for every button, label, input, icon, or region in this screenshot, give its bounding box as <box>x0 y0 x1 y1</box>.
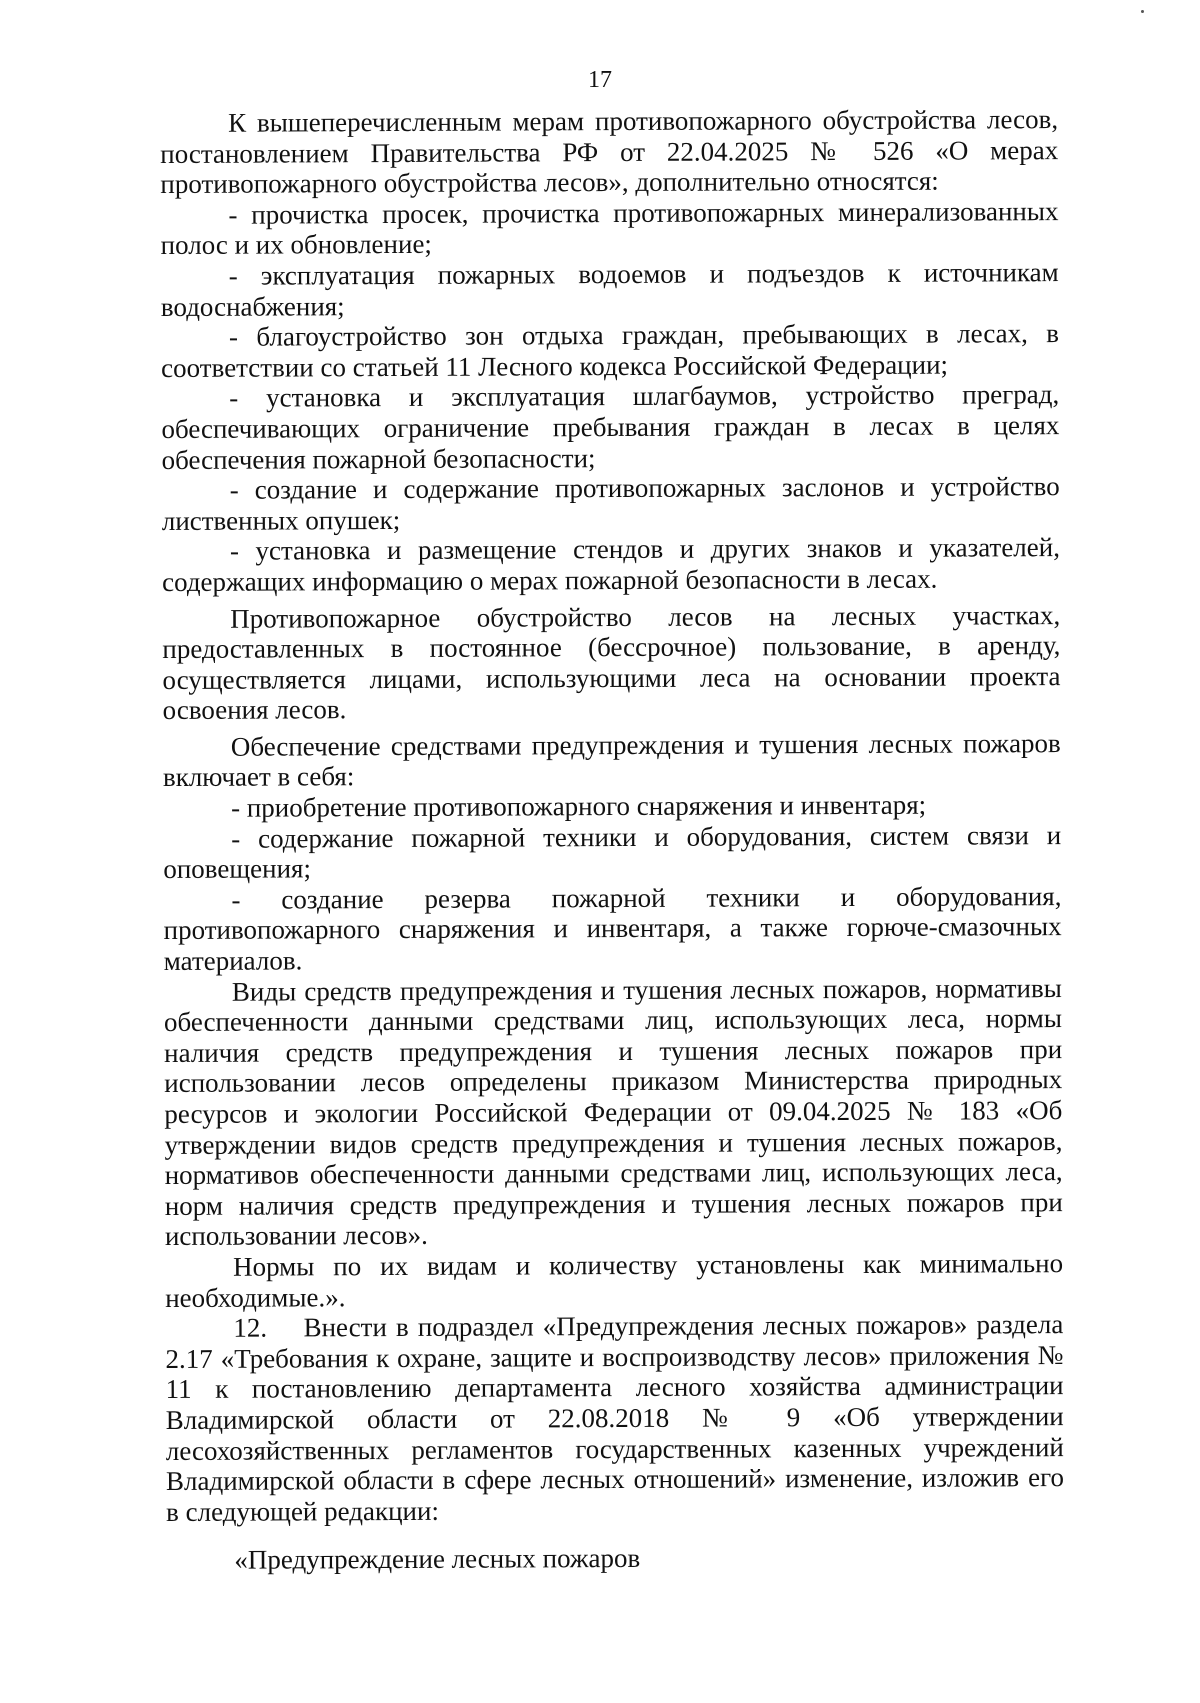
list-item: - создание резерва пожарной техники и оборудования, противопожарного снаряжения и инвентаря, а также горюче-смазочных материалов. <box>163 880 1062 977</box>
list-item: - установка и эксплуатация шлагбаумов, устройство преград, обеспечивающих ограничение пребывания граждан в лесах в целях обеспечения пожарной безопасности; <box>161 379 1060 475</box>
paragraph: Виды средств предупреждения и тушения лесных пожаров, нормативы обеспеченности данными средствами лиц, использующих леса, нормы наличия средств предупреждения и тушения лесных пожаров при использовании лесов определены приказом Министерства природных ресурсов и экологии Российской Федерации от 09.04.2025 № 183 «Об утверждении видов средств предупреждения и тушения лесных пожаров, нормативов обеспеченности данными средствами лиц, использующих леса, норм наличия средств предупреждения и тушения лесных пожаров при использовании лесов». <box>163 972 1063 1252</box>
subheading: «Предупреждение лесных пожаров <box>234 1543 641 1576</box>
document-body <box>160 104 1064 1576</box>
list-item: - приобретение противопожарного снаряжения и инвентаря; <box>230 789 927 823</box>
list-item: - благоустройство зон отдыха граждан, пребывающих в лесах, в соответствии со статьей 11 Лесного кодекса Российской Федерации; <box>161 318 1060 383</box>
list-item: - эксплуатация пожарных водоемов и подъездов к источникам водоснабжения; <box>160 257 1059 322</box>
page-number: 17 <box>588 67 612 93</box>
list-item: - содержание пожарной техники и оборудования, систем связи и оповещения; <box>163 819 1062 885</box>
paragraph-intro: К вышеперечисленным мерам противопожарного обустройства лесов, постановлением Правительства РФ от 22.04.2025 № 526 «О мерах противопожарного обустройства лесов», дополнительно относятся: <box>160 104 1059 200</box>
list-item: - создание и содержание противопожарных заслонов и устройство лиственных опушек; <box>161 471 1060 536</box>
scan-speck <box>1141 10 1144 13</box>
paragraph: Обеспечение средствами предупреждения и тушения лесных пожаров включает в себя: <box>162 727 1061 793</box>
paragraph: Нормы по их видам и количеству установлены как минимально необходимые.». <box>165 1248 1064 1313</box>
list-item: - прочистка просек, прочистка противопожарных минерализованных полос и их обновление; <box>160 195 1059 261</box>
paragraph: Противопожарное обустройство лесов на лесных участках, предоставленных в постоянное (бессрочное) пользование, в аренду, осуществляется лицами, использующими леса на основании проекта освоения лесов. <box>162 599 1061 726</box>
numbered-paragraph: 12. Внести в подраздел «Предупреждения лесных пожаров» раздела 2.17 «Требования к охране, защите и воспроизводству лесов» приложения № 11 к постановлению департамента лесного хозяйства администрации Владимирской области от 22.08.2018 № 9 «Об утверждении лесохозяйственных регламентов государственных казенных учреждений Владимирской области в сфере лесных отношений» изменение, изложив его в следующей редакции: <box>165 1309 1065 1527</box>
list-item: - установка и размещение стендов и других знаков и указателей, содержащих информацию о мерах пожарной безопасности в лесах. <box>162 532 1060 597</box>
